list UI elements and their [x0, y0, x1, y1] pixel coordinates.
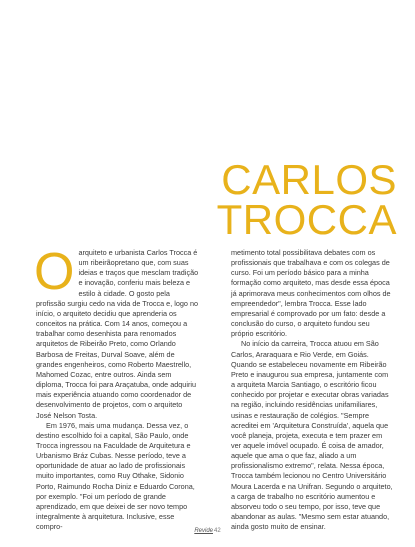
page-footer [0, 528, 415, 534]
article-title-line-2: TROCCA [216, 196, 397, 243]
paragraph: metimento total possibilitava debates com os profissionais que trabalhava e com os colegas de curso. Foi um período básico para a minha formação como arquiteto, mas desde essa época já aprimorava meus conhecimentos com olhos de empreendedor", lembra Trocca. Esse lado empresarial é comprovado por um fato: desde a conclusão do curso, o arquiteto fundou seu próprio escritório. [231, 248, 391, 339]
right-text-column [231, 248, 394, 532]
magazine-name: Revide [194, 528, 213, 534]
article-title-line-1: CARLOS [221, 156, 397, 203]
paragraph: No início da carreira, Trocca atuou em São Carlos, Araraquara e Rio Verde, em Goiás. Quando se estabeleceu novamente em Ribeirão Preto e inaugurou sua empresa, juntamente com a arquiteta Marcia Santiago, o escritório ficou conhecido por projetar e executar obras variadas na região, incluindo residências unifamiliares, usinas e restauração de colégios. "Sempre acreditei em 'Arquitetura Construída', aquela que você planeja, projeta, executa e tem prazer em ver aquele imóvel ocupado. É coisa de amador, aquele que ama o que faz, aliado a um profissionalismo extremo", relata. Nessa época, Trocca também lecionou no Centro Universitário Moura Lacerda e na Unifran. Segundo o arquiteto, a carga de trabalho no escritório aumentou e absorveu todo o seu tempo, por isso, teve que abandonar as aulas. "Mesmo sem estar atuando, ainda gosto muito de ensinar. [231, 339, 393, 532]
paragraph [34, 243, 199, 421]
paragraph-text: arquiteto e urbanista Carlos Trocca é um ribeirãopretano que, com suas ideias e traços que mesclam tradição e inovação, conferiu mais beleza e estilo à cidade. O gosto pela profissão surgiu cedo na vida de Trocca e, logo no início, o arquiteto decidiu que aprenderia os conceitos na prática. Com 14 anos, começou a trabalhar como desenhista para renomados arquitetos de Ribeirão Preto, como Orlando Barbosa de Freitas, Durval Soave, além de grandes engenheiros, como Roberto Maestrello, Mahomed Cozac, entre outros. Ainda sem diploma, Trocca foi para Araçatuba, onde adquiriu mais experiência atuando como coordenador de desenvolvimento de projetos, com o arquiteto José Nelson Tosta. [36, 248, 199, 420]
drop-cap: O [34, 243, 75, 301]
paragraph: Em 1976, mais uma mudança. Dessa vez, o destino escolhido foi a capital, São Paulo, onde Trocca ingressou na Faculdade de Arquitetura e Urbanismo Bráz Cubas. Nesse período, teve a oportunidade de atuar ao lado de profissionais muito importantes, como Ruy Othake, Sidonio Porto, Raimundo Rocha Diniz e Eduardo Corona, por exemplo. "Foi um período de grande aprendizado, em que deixei de ser novo tempo integralmente à arquitetura. Inclusive, esse compro- [36, 420, 195, 532]
page-number: 42 [214, 528, 221, 534]
left-text-column [34, 243, 199, 532]
